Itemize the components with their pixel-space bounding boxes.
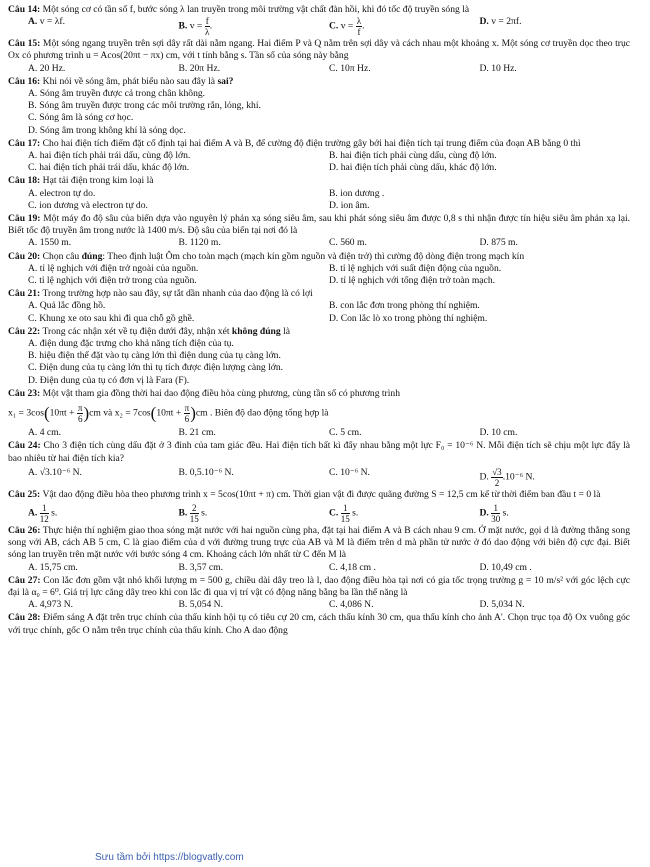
question-number: Câu 26: (8, 524, 41, 536)
question-stem: Một sóng ngang truyền trên sợi dây rất dài nằm ngang. Hai điểm P và Q nằm trên sợi dây và cách nhau một khoảng x. Một sóng cơ truyền dọc theo trục Ox có phương trình u = Acos(20πt − πx) cm, với t tính bằng s. Tần số của sóng này bằng (8, 38, 630, 62)
question-23 (8, 388, 630, 439)
question-lead: Chọn câu (42, 250, 82, 262)
question-stem: Thực hiện thí nghiệm giao thoa sóng mặt nước với hai nguồn cùng pha, đặt tại hai điểm A và B cách nhau 9 cm. Ở mặt nước, gọi d là đường thẳng song song với AB, cách AB 5 cm, C là giao điểm của d với đường trung trực của AB và M là điểm trên d mà phần tử nước ở đó dao động với biên độ cực đại. Biết sóng lan truyền trên mặt nước với bước sóng 4 cm. Khoảng cách lớn nhất từ C đến M là (8, 524, 631, 561)
question-number: Câu 23: (8, 387, 41, 399)
question-number: Câu 15: (8, 38, 41, 50)
option-b[interactable]: B. 21 cm. (178, 427, 216, 439)
question-emphasis: không đúng (231, 325, 281, 337)
option-b[interactable]: B. 1120 m. (178, 237, 221, 249)
option-c[interactable]: C. 4,18 cm . (329, 561, 376, 573)
question-stem: Vật dao động điều hòa theo phương trình x = 5cos(10πt + π) cm. Thời gian vật đi được quãng đường S = 12,5 cm kể từ thời điểm ban đầu t = 0 là (42, 488, 601, 500)
question-number: Câu 24: (8, 440, 41, 452)
option-a[interactable]: A. 4,973 N. (28, 599, 74, 611)
option-b[interactable]: B. hiệu điện thế đặt vào tụ càng lớn thì điện dung của tụ càng lớn. (28, 350, 281, 362)
question-26 (8, 525, 630, 574)
question-number: Câu 27: (8, 574, 41, 586)
question-stem: Một sóng cơ có tần số f, bước sóng λ lan truyền trong môi trường vật chất đàn hồi, khi đó tốc độ truyền sóng là (42, 4, 470, 15)
option-a[interactable]: A. electron tự do. (28, 187, 96, 199)
question-19 (8, 213, 630, 250)
question-stem: Hạt tải điện trong kim loại là (42, 175, 154, 187)
option-d[interactable]: D. 875 m. (479, 237, 518, 249)
option-c[interactable]: C. v = $\frac{\lambda}{f}$ . (329, 16, 365, 38)
option-b[interactable]: B. Sóng âm truyền được trong các môi trường rắn, lỏng, khí. (28, 100, 261, 112)
question-stem: Điểm sáng A đặt trên trục chính của thấu kính hội tụ có tiêu cự 20 cm, cách thấu kính 30 cm, qua thấu kính cho ảnh A'. Chọn trục tọa độ Ox vuông góc với trục chính, gốc O nằm trên trục chính của thấu kính. Cho A dao động (8, 612, 630, 636)
option-c[interactable]: C. hai điện tích phải trái dấu, khác độ lớn. (28, 162, 190, 174)
question-number: Câu 14: (8, 4, 41, 15)
question-22 (8, 326, 630, 387)
question-stem: Cho 3 điện tích cùng dấu đặt ở 3 đỉnh của tam giác đều. Hai điện tích bất kì đẩy nhau bằng một lực F₀ = 10⁻⁶ N. Mỗi điện tích sẽ chịu một lực đẩy là bao nhiêu từ hai điện tích kia? (8, 440, 630, 464)
option-c[interactable]: C. ion dương và electron tự do. (28, 199, 148, 211)
option-c[interactable]: C. tỉ lệ nghịch với điện trở trong của nguồn. (28, 275, 197, 287)
question-number: Câu 22: (8, 325, 41, 337)
question-stem: Cho hai điện tích điểm đặt cố định tại hai điểm A và B, để cường độ điện trường gây bởi hai điện tích tại trung điểm của đoạn AB bằng 0 thì (42, 137, 581, 149)
option-c[interactable]: C. 10⁻⁶ N. (329, 466, 370, 478)
question-28 (8, 612, 630, 636)
option-b[interactable]: B. $\frac{2}{15}$ s. (178, 502, 208, 524)
question-stem: : Theo định luật Ôm cho toàn mạch (mạch kín gồm nguồn và điện trở) thì cường độ dòng điện trong mạch kín (102, 250, 525, 262)
option-d[interactable]: D. $\frac{1}{30}$ s. (479, 502, 509, 524)
option-a[interactable]: A. Quả lắc đồng hồ. (28, 300, 106, 312)
question-23-equations: x₁ = 3cos(10πt + $\frac{\pi}{6}$ )cm và x₂ = 7cos(10πt + $\frac{\pi}{6}$ )cm . Biên độ dao động tổng hợp là (8, 403, 329, 425)
option-d[interactable]: D. 10 Hz. (479, 62, 517, 74)
question-emphasis: sai? (217, 75, 234, 87)
question-number: Câu 21: (8, 288, 41, 300)
question-14 (8, 4, 630, 37)
option-d[interactable]: D. Điện dung của tụ có đơn vị là Fara (F). (28, 374, 190, 386)
option-b[interactable]: B. tỉ lệ nghịch với suất điện động của nguồn. (329, 262, 502, 274)
option-b[interactable]: B. con lắc đơn trong phòng thí nghiệm. (329, 300, 480, 312)
question-emphasis: đúng (81, 250, 103, 262)
question-21 (8, 288, 630, 325)
option-b[interactable]: B. hai điện tích phải cùng dấu, cùng độ lớn. (329, 150, 497, 162)
question-number: Câu 17: (8, 137, 41, 149)
option-d[interactable]: D. Con lắc lò xo trong phòng thí nghiệm. (329, 312, 488, 324)
question-stem: Trong trường hợp nào sau đây, sự tắt dần nhanh của dao động là có lợi (42, 288, 313, 300)
option-a[interactable]: A. v = λf. (28, 16, 65, 28)
option-a[interactable]: A. 15,75 cm. (28, 561, 78, 573)
question-18 (8, 175, 630, 212)
question-stem: Con lắc đơn gồm vật nhỏ khối lượng m = 500 g, chiều dài dây treo là l, dao động điều hòa tại nơi có gia tốc trọng trường g = 10 m/s² với góc lệch cực đại là α₀ = 6⁰. Giá trị lực căng dây treo khi con lắc đi qua vị trí vật có động năng bằng ba lần thế năng là (8, 574, 631, 598)
option-d[interactable]: D. v = 2πf. (479, 16, 522, 28)
question-number: Câu 28: (8, 612, 41, 624)
question-20 (8, 251, 630, 288)
option-b[interactable]: B. 20π Hz. (178, 62, 221, 74)
question-stem: Một máy đo độ sâu của biển dựa vào nguyên lý phản xạ sóng siêu âm, sau khi phát sóng siêu âm được 0,8 s thì nhận được tín hiệu siêu âm phản xạ lại. Biết tốc độ truyền âm trong nước là 1400 m/s. Độ sâu của biển tại nơi đó là (8, 213, 631, 237)
question-24 (8, 440, 630, 487)
question-number: Câu 18: (8, 175, 41, 187)
option-c[interactable]: C. $\frac{1}{15}$ s. (329, 502, 359, 524)
question-25 (8, 489, 630, 524)
option-a[interactable]: A. 4 cm. (28, 427, 62, 439)
option-a[interactable]: A. điện dung đặc trưng cho khả năng tích điện của tụ. (28, 338, 234, 350)
source-watermark[interactable]: Sưu tầm bởi https://blogvatly.com (95, 852, 244, 863)
option-b[interactable]: B. ion dương . (329, 187, 385, 199)
option-c[interactable]: C. Sóng âm là sóng cơ học. (28, 112, 134, 124)
option-b[interactable]: B. v = $\frac{f}{\lambda}$ . (178, 16, 213, 38)
option-a[interactable]: A. 20 Hz. (28, 62, 66, 74)
option-d[interactable]: D. hai điện tích phải cùng dấu, khác độ lớn. (329, 162, 497, 174)
option-b[interactable]: B. 3,57 cm. (178, 561, 224, 573)
option-b[interactable]: B. 0,5.10⁻⁶ N. (178, 466, 234, 478)
question-27 (8, 575, 630, 612)
question-stem-end: là (280, 325, 291, 337)
option-d[interactable]: D. 10,49 cm . (479, 561, 532, 573)
option-d[interactable]: D. 10 cm. (479, 427, 518, 439)
option-a[interactable]: A. √3.10⁻⁶ N. (28, 466, 82, 478)
option-a[interactable]: A. 1550 m. (28, 237, 72, 249)
option-c[interactable]: C. 10π Hz. (329, 62, 371, 74)
option-c[interactable]: C. Điện dung của tụ càng lớn thì tụ tích được điện lượng càng lớn. (28, 362, 284, 374)
question-number: Câu 25: (8, 488, 41, 500)
question-17 (8, 138, 630, 175)
option-c[interactable]: C. 4,086 N. (329, 599, 374, 611)
option-c[interactable]: C. 560 m. (329, 237, 367, 249)
question-16 (8, 76, 630, 137)
option-c[interactable]: C. 5 cm. (329, 427, 362, 439)
question-stem: Khi nói về sóng âm, phát biểu nào sau đây là (42, 75, 218, 87)
question-stem: Một vật tham gia đồng thời hai dao động điều hòa cùng phương, cùng tần số có phương trình (42, 387, 401, 399)
question-stem: Trong các nhận xét về tụ điện dưới đây, nhận xét (42, 325, 232, 337)
option-d[interactable]: D. 5,034 N. (479, 599, 525, 611)
question-number: Câu 20: (8, 250, 41, 262)
option-b[interactable]: B. 5,054 N. (178, 599, 224, 611)
option-c[interactable]: C. Khung xe oto sau khi đi qua chỗ gồ ghề. (28, 312, 195, 324)
option-d[interactable]: D. Sóng âm trong không khí là sóng dọc. (28, 124, 186, 136)
question-15 (8, 38, 630, 75)
question-number: Câu 16: (8, 75, 41, 87)
option-a[interactable]: A. hai điện tích phải trái dấu, cùng độ lớn. (28, 150, 191, 162)
option-d[interactable]: D. tỉ lệ nghịch với tổng điện trở toàn mạch. (329, 275, 496, 287)
option-d[interactable]: D. ion âm. (329, 199, 370, 211)
question-number: Câu 19: (8, 213, 41, 225)
option-a[interactable]: A. $\frac{1}{12}$ s. (28, 502, 58, 524)
option-a[interactable]: A. tỉ lệ nghịch với điện trở ngoài của nguồn. (28, 262, 199, 274)
option-d[interactable]: D. $\frac{√3}{2}$ .10⁻⁶ N. (479, 466, 535, 488)
option-a[interactable]: A. Sóng âm truyền được cả trong chân không. (28, 88, 206, 100)
